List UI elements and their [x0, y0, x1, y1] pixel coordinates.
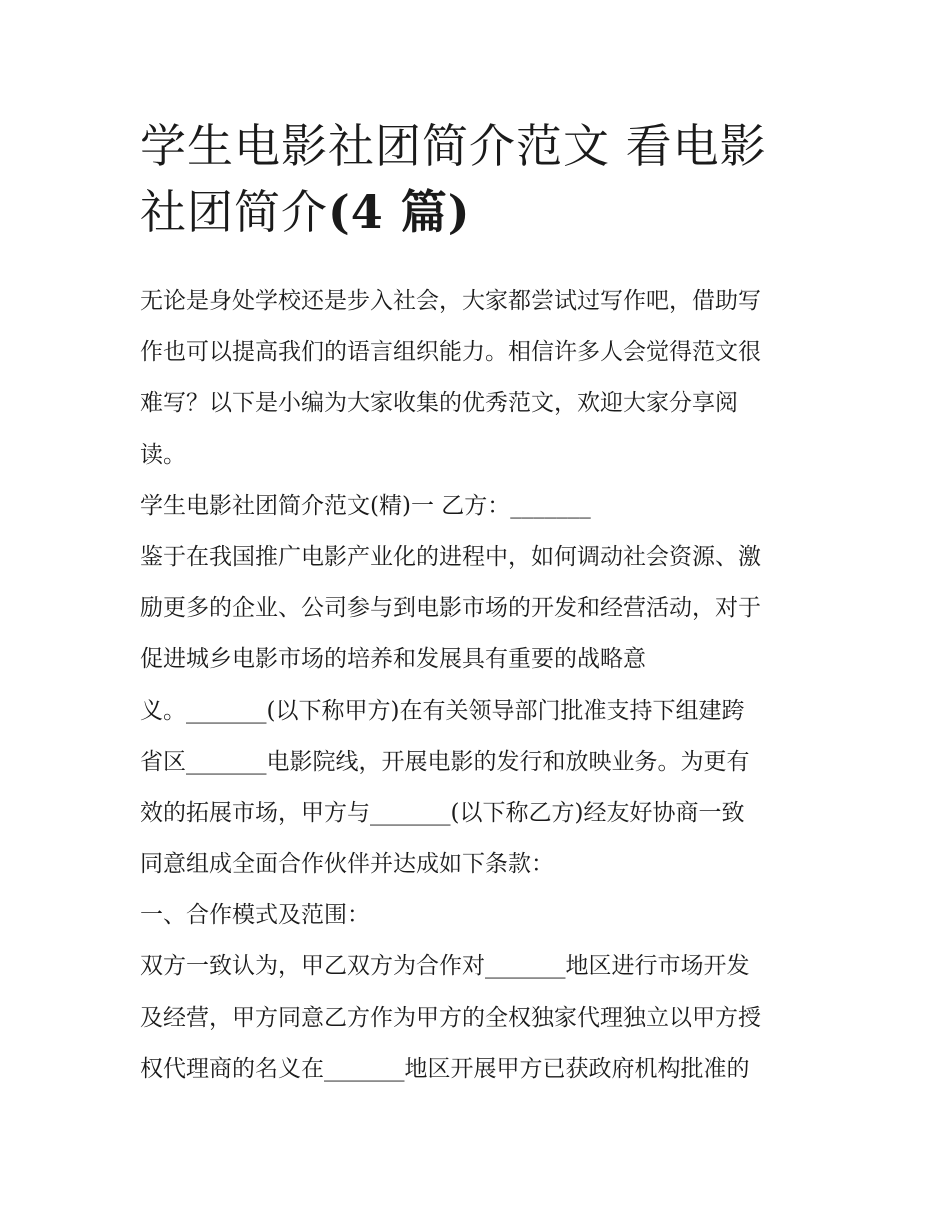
- document-body: [140, 276, 830, 1095]
- body-line-9: 义。_______(以下称甲方)在有关领导部门批准支持下组建跨: [140, 697, 745, 724]
- clause-heading: 一、合作模式及范围：: [140, 902, 370, 929]
- body-line-2: 作也可以提高我们的语言组织能力。相信许多人会觉得范文很: [140, 339, 761, 366]
- body-line-10: 省区_______电影院线，开展电影的发行和放映业务。为更有: [140, 748, 750, 775]
- section-heading: 学生电影社团简介范文(精)一 乙方：_______: [140, 492, 591, 519]
- title-line-1: 学生电影社团简介范文 看电影: [140, 119, 767, 173]
- page-title: [140, 113, 820, 245]
- body-line-3: 难写？以下是小编为大家收集的优秀范文，欢迎大家分享阅: [140, 390, 738, 417]
- body-line-7: 励更多的企业、公司参与到电影市场的开发和经营活动，对于: [140, 595, 761, 622]
- body-line-16: 权代理商的名义在_______地区开展甲方已获政府机构批准的: [140, 1055, 750, 1082]
- title-line-2-text: 社团简介: [140, 185, 328, 239]
- body-line-6: 鉴于在我国推广电影产业化的进程中，如何调动社会资源、激: [140, 543, 761, 570]
- body-line-8: 促进城乡电影市场的培养和发展具有重要的战略意: [140, 646, 646, 673]
- title-count: (4 篇): [328, 185, 471, 239]
- title-line-2: [140, 179, 820, 245]
- body-line-4: 读。: [140, 441, 186, 468]
- body-line-14: 双方一致认为，甲乙双方为合作对_______地区进行市场开发: [140, 953, 750, 980]
- body-line-1: 无论是身处学校还是步入社会，大家都尝试过写作吧，借助写: [140, 288, 761, 314]
- body-line-15: 及经营，甲方同意乙方作为甲方的全权独家代理独立以甲方授: [140, 1004, 761, 1031]
- body-line-11: 效的拓展市场，甲方与_______(以下称乙方)经友好协商一致: [140, 799, 745, 826]
- body-line-12: 同意组成全面合作伙伴并达成如下条款：: [140, 851, 554, 878]
